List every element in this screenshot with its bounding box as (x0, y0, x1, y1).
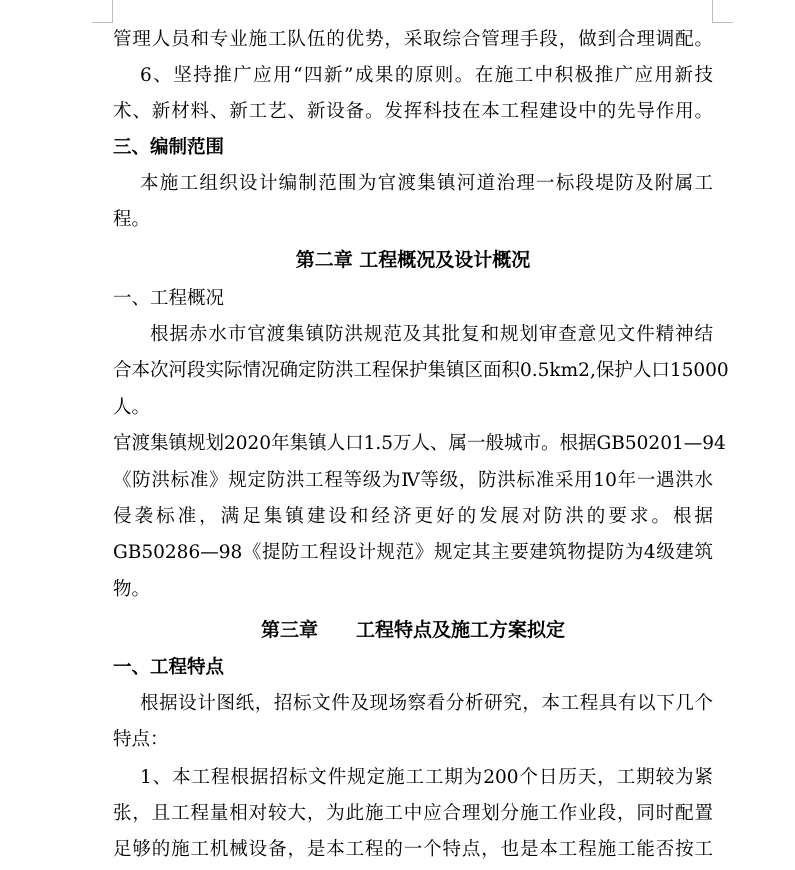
paragraph-line: 人。 (113, 397, 151, 418)
paragraph-line: 侵袭标准，满足集镇建设和经济更好的发展对防洪的要求。根据 (113, 506, 713, 527)
paragraph-line: 《防洪标准》规定防洪工程等级为Ⅳ等级，防洪标准采用10年一遇洪水 (113, 470, 713, 491)
paragraph-line: 管理人员和专业施工队伍的优势，采取综合管理手段，做到合理调配。 (113, 29, 713, 50)
chapter-heading: 第二章 工程概况及设计概况 (295, 249, 531, 271)
paragraph-line: 本施工组织设计编制范围为官渡集镇河道治理一标段堤防及附属工 (140, 173, 713, 194)
chapter-heading: 第三章 工程特点及施工方案拟定 (260, 619, 565, 641)
paragraph-line: 特点： (113, 729, 169, 750)
paragraph-line: 术、新材料、新工艺、新设备。发挥科技在本工程建设中的先导作用。 (113, 101, 713, 122)
section-heading: 三、编制范围 (113, 137, 225, 158)
section-heading: 一、工程特点 (113, 657, 225, 678)
paragraph-line: 根据赤水市官渡集镇防洪规范及其批复和规划审查意见文件精神结 (150, 324, 713, 345)
paragraph-line: GB50286—98《提防工程设计规范》规定其主要建筑物提防为4级建筑 (113, 542, 713, 563)
paragraph-line: 程。 (113, 209, 151, 230)
paragraph-line: 根据设计图纸，招标文件及现场察看分析研究，本工程具有以下几个 (140, 693, 713, 714)
paragraph-line: 足够的施工机械设备，是本工程的一个特点，也是本工程施工能否按工 (113, 839, 713, 860)
paragraph-line: 合本次河段实际情况确定防洪工程保护集镇区面积0.5km2,保护人口15000 (113, 360, 729, 381)
section-heading: 一、工程概况 (113, 288, 225, 309)
paragraph-line: 张，且工程量相对较大，为此施工中应合理划分施工作业段，同时配置 (113, 803, 713, 824)
paragraph-line: 物。 (113, 579, 151, 600)
paragraph-line: 官渡集镇规划2020年集镇人口1.5万人、属一般城市。根据GB50201—94 (113, 433, 726, 454)
paragraph-line: 6、坚持推广应用“四新”成果的原则。在施工中积极推广应用新技 (140, 65, 713, 86)
margin-corner-mark (712, 0, 733, 23)
margin-corner-mark (92, 0, 113, 23)
paragraph-line: 1、本工程根据招标文件规定施工工期为200个日历天，工期较为紧 (140, 767, 713, 788)
